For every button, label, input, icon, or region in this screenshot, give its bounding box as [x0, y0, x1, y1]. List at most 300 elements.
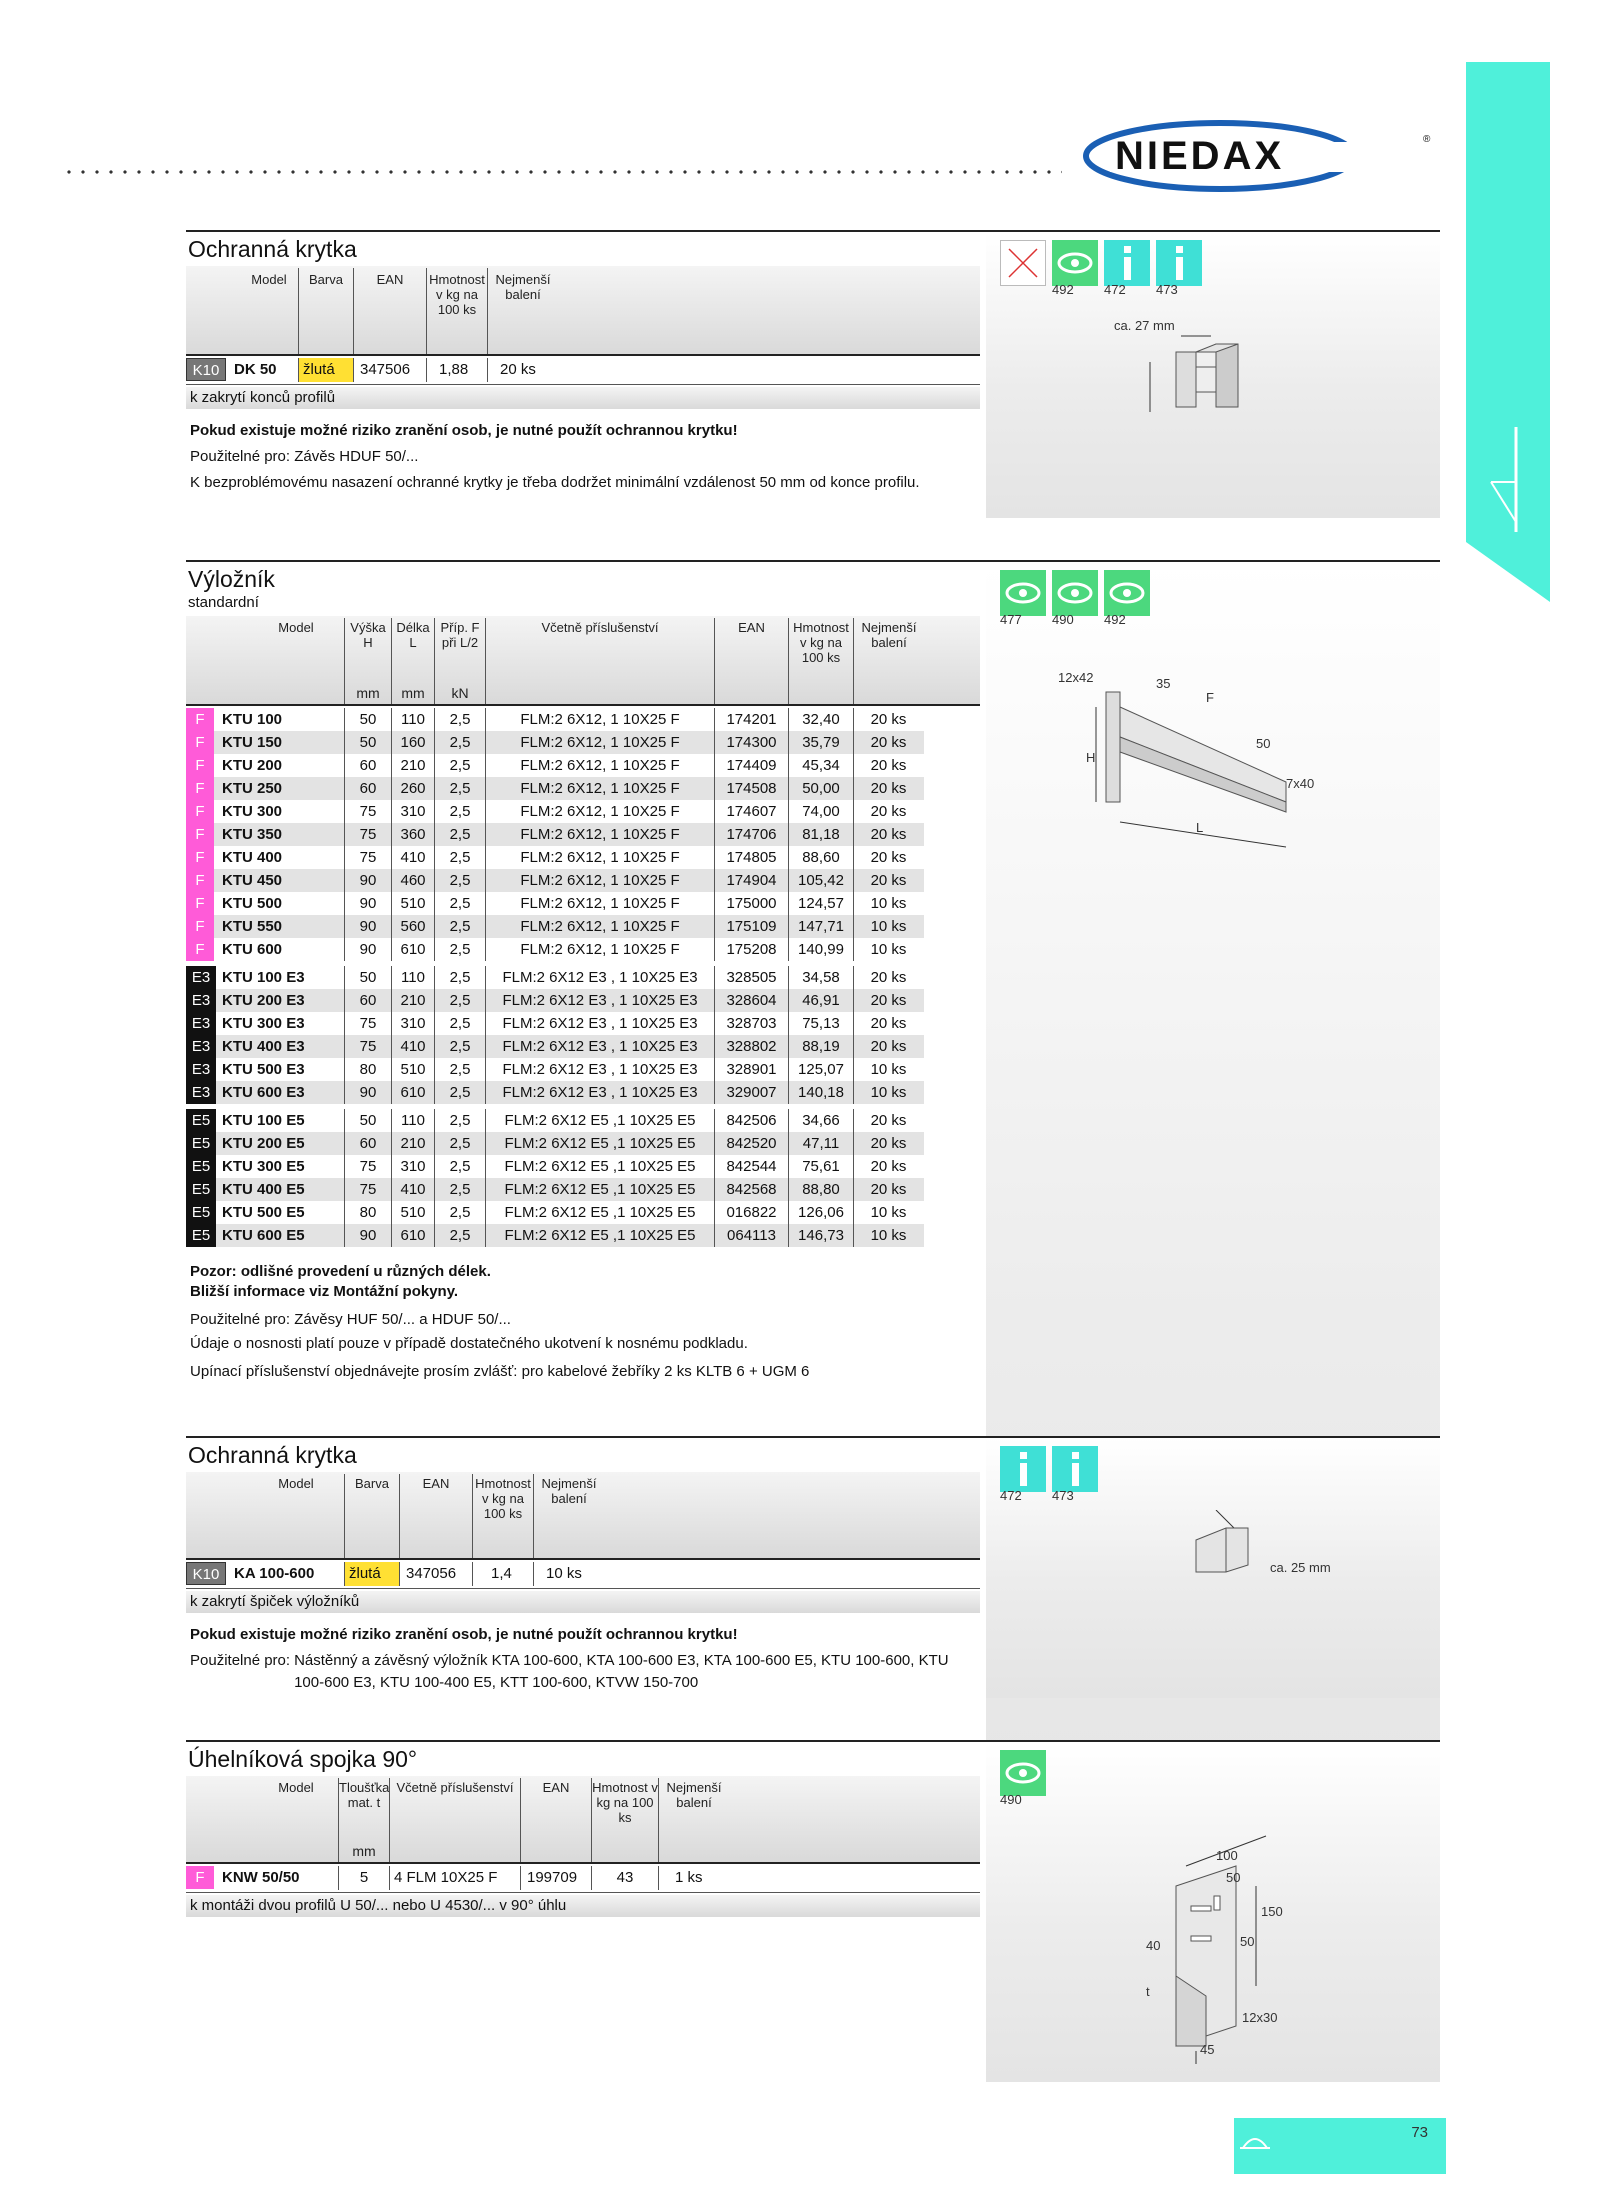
- ean-cell: 064113: [714, 1224, 788, 1247]
- eye-icon: [1000, 570, 1046, 616]
- bracket-thumbnail-icon: [1486, 422, 1526, 542]
- ean-cell: 328802: [714, 1035, 788, 1058]
- col-header: Hmotnost v kg na 100 ks: [592, 1780, 658, 1825]
- table-row: [186, 869, 924, 892]
- accessories-cell: FLM:2 6X12, 1 10X25 F: [485, 708, 714, 731]
- height-cell: 75: [344, 846, 391, 869]
- ean-cell: 174904: [714, 869, 788, 892]
- model-cell: KTU 100: [222, 711, 283, 728]
- col-header: Výška H: [350, 620, 386, 650]
- col-header: Hmotnost v kg na 100 ks: [429, 272, 485, 317]
- side-tab: [1466, 62, 1550, 602]
- col-header: Včetně příslušenství: [396, 1780, 514, 1795]
- tag-badge: F: [186, 938, 214, 961]
- model-cell: KTU 600 E3: [222, 1084, 305, 1101]
- tag-badge: E5: [186, 1109, 216, 1132]
- pack-cell: 20 ks: [853, 869, 923, 892]
- x-icon: [1000, 240, 1046, 286]
- pack-cell: 10 ks: [853, 1058, 923, 1081]
- length-cell: 310: [391, 1012, 434, 1035]
- length-cell: 510: [391, 892, 434, 915]
- length-cell: 210: [391, 989, 434, 1012]
- accessories-cell: FLM:2 6X12, 1 10X25 F: [485, 892, 714, 915]
- load-cell: 2,5: [434, 1109, 485, 1132]
- ean-cell: 175208: [714, 938, 788, 961]
- dimension-label: 50: [1240, 1934, 1255, 1949]
- height-cell: 60: [344, 989, 391, 1012]
- ean-cell: 328505: [714, 966, 788, 989]
- tag-badge: E3: [186, 1058, 216, 1081]
- weight-cell: 105,42: [788, 869, 853, 892]
- col-header: Model: [278, 620, 314, 635]
- ean-cell: 174508: [714, 777, 788, 800]
- weight-cell: 43: [591, 1866, 658, 1890]
- image-panel: [986, 562, 1440, 1942]
- weight-cell: 140,99: [788, 938, 853, 961]
- ean-cell: 842520: [714, 1132, 788, 1155]
- height-cell: 90: [344, 938, 391, 961]
- info-icon: [1052, 1446, 1098, 1492]
- pack-cell: 10 ks: [853, 938, 923, 961]
- weight-cell: 126,06: [788, 1201, 853, 1224]
- col-header: EAN: [738, 620, 765, 635]
- text-block: [190, 1624, 970, 1694]
- pack-cell: 20 ks: [853, 823, 923, 846]
- table-row: [186, 1201, 924, 1224]
- pack-cell: 10 ks: [853, 1081, 923, 1104]
- tag-badge: E3: [186, 1012, 216, 1035]
- tag-badge: E3: [186, 1081, 216, 1104]
- weight-cell: 81,18: [788, 823, 853, 846]
- height-cell: 80: [344, 1201, 391, 1224]
- col-header: Včetně příslušenství: [541, 620, 659, 635]
- subtitle: k zakrytí špiček výložníků: [186, 1591, 980, 1613]
- tag-badge: F: [186, 915, 214, 938]
- model-cell: KTU 250: [222, 780, 283, 797]
- ean-cell: 328703: [714, 1012, 788, 1035]
- pack-cell: 20 ks: [853, 708, 923, 731]
- weight-cell: 1,4: [472, 1562, 533, 1586]
- col-header: Model: [278, 1780, 314, 1795]
- tag-badge: E5: [186, 1155, 216, 1178]
- length-cell: 510: [391, 1201, 434, 1224]
- dimension-label: 150: [1261, 1904, 1283, 1919]
- icon-label: 490: [1052, 612, 1074, 627]
- ean-cell: 174409: [714, 754, 788, 777]
- accessories-cell: FLM:2 6X12 E5 ,1 10X25 E5: [485, 1132, 714, 1155]
- load-cell: 2,5: [434, 846, 485, 869]
- warning-text: Pokud existuje možné riziko zranění osob, je nutné použít ochrannou krytku!: [190, 1626, 738, 1643]
- dimension-label: L: [1196, 820, 1204, 835]
- thickness-cell: 5: [338, 1866, 389, 1890]
- pack-cell: 20 ks: [853, 1012, 923, 1035]
- dimension-label: 50: [1256, 736, 1271, 751]
- accessories-cell: FLM:2 6X12, 1 10X25 F: [485, 754, 714, 777]
- model-cell: KTU 500: [222, 895, 283, 912]
- load-cell: 2,5: [434, 1155, 485, 1178]
- length-cell: 610: [391, 1224, 434, 1247]
- tag-badge: F: [186, 1866, 214, 1889]
- tag-badge: F: [186, 892, 214, 915]
- tag-badge: F: [186, 823, 214, 846]
- load-cell: 2,5: [434, 1081, 485, 1104]
- accessories-cell: FLM:2 6X12 E3 , 1 10X25 E3: [485, 1035, 714, 1058]
- pack-cell: 20 ks: [853, 777, 923, 800]
- dimension-label: t: [1146, 1984, 1150, 1999]
- height-cell: 90: [344, 869, 391, 892]
- text-block: [190, 1262, 970, 1384]
- table-row: [186, 1562, 980, 1586]
- height-cell: 90: [344, 1224, 391, 1247]
- length-cell: 260: [391, 777, 434, 800]
- table-row: [186, 1224, 924, 1247]
- accessories-cell: FLM:2 6X12, 1 10X25 F: [485, 731, 714, 754]
- load-cell: 2,5: [434, 1178, 485, 1201]
- usable-text: Použitelné pro: Závěs HDUF 50/...: [190, 448, 419, 465]
- length-cell: 460: [391, 869, 434, 892]
- weight-cell: 75,13: [788, 1012, 853, 1035]
- section-subtitle: standardní: [188, 594, 259, 611]
- icon-label: 472: [1104, 282, 1126, 297]
- model-cell: KTU 100 E3: [222, 969, 305, 986]
- text-block: [190, 420, 970, 494]
- table-row: [186, 1155, 924, 1178]
- eye-icon: [1052, 240, 1098, 286]
- pack-cell: 20 ks: [853, 1109, 923, 1132]
- model-cell: KTU 200 E3: [222, 992, 305, 1009]
- table-row: [186, 966, 924, 989]
- svg-text:NIEDAX: NIEDAX: [1115, 134, 1285, 178]
- model-cell: KTU 400 E3: [222, 1038, 305, 1055]
- length-cell: 110: [391, 708, 434, 731]
- col-header: Hmotnost v kg na 100 ks: [793, 620, 849, 665]
- tag-badge: F: [186, 846, 214, 869]
- weight-cell: 75,61: [788, 1155, 853, 1178]
- eye-icon: [1052, 570, 1098, 616]
- load-cell: 2,5: [434, 800, 485, 823]
- tag-badge: F: [186, 754, 214, 777]
- end-cap-drawing: [1136, 332, 1266, 422]
- ean-cell: 842544: [714, 1155, 788, 1178]
- table-row: [186, 1866, 980, 1890]
- height-cell: 50: [344, 966, 391, 989]
- col-header: Nejmenší balení: [861, 620, 917, 650]
- model-cell: KTU 600 E5: [222, 1227, 305, 1244]
- image-panel: [986, 1438, 1440, 1698]
- weight-cell: 74,00: [788, 800, 853, 823]
- table-row: [186, 915, 924, 938]
- table-row: [186, 777, 924, 800]
- col-header: Barva: [309, 272, 343, 287]
- height-cell: 60: [344, 754, 391, 777]
- length-cell: 410: [391, 846, 434, 869]
- model-cell: KTU 150: [222, 734, 283, 751]
- subtitle: k zakrytí konců profilů: [186, 387, 980, 409]
- ean-cell: 199709: [520, 1866, 591, 1890]
- height-cell: 60: [344, 1132, 391, 1155]
- column-headers: [186, 1778, 980, 1862]
- table-row: [186, 708, 924, 731]
- load-cell: 2,5: [434, 823, 485, 846]
- unit-label: mm: [401, 685, 425, 701]
- tag-badge: F: [186, 800, 214, 823]
- subtitle: k montáži dvou profilů U 50/... nebo U 4530/... v 90° úhlu: [186, 1895, 980, 1917]
- load-cell: 2,5: [434, 1012, 485, 1035]
- pack-cell: 20 ks: [853, 1132, 923, 1155]
- tag-badge: E3: [186, 966, 216, 989]
- niedax-logo: [1080, 118, 1440, 194]
- length-cell: 110: [391, 966, 434, 989]
- model-cell: KTU 300 E3: [222, 1015, 305, 1032]
- cantilever-arm-drawing: [1056, 662, 1346, 862]
- model-cell: KTU 450: [222, 872, 283, 889]
- length-cell: 410: [391, 1178, 434, 1201]
- load-cell: 2,5: [434, 1132, 485, 1155]
- svg-text:®: ®: [1423, 134, 1431, 145]
- dimension-label: 50: [1226, 1870, 1241, 1885]
- tag-badge: F: [186, 777, 214, 800]
- model-cell: KTU 500 E3: [222, 1061, 305, 1078]
- dimension-label: ca. 27 mm: [1114, 318, 1175, 333]
- height-cell: 75: [344, 1178, 391, 1201]
- load-cell: 2,5: [434, 1035, 485, 1058]
- info-icon: [1104, 240, 1150, 286]
- length-cell: 510: [391, 1058, 434, 1081]
- ean-cell: 842506: [714, 1109, 788, 1132]
- load-cell: 2,5: [434, 915, 485, 938]
- tag-badge: E5: [186, 1201, 216, 1224]
- color-cell: žlutá: [344, 1562, 399, 1586]
- weight-cell: 35,79: [788, 731, 853, 754]
- accessories-cell: FLM:2 6X12, 1 10X25 F: [485, 869, 714, 892]
- length-cell: 160: [391, 731, 434, 754]
- col-header: Délka L: [396, 620, 430, 650]
- col-header: Model: [278, 1476, 314, 1491]
- col-header: Nejmenší balení: [495, 272, 551, 302]
- length-cell: 610: [391, 1081, 434, 1104]
- table-row: [186, 1012, 924, 1035]
- table-row: [186, 1178, 924, 1201]
- table-row: [186, 989, 924, 1012]
- table-row: [186, 1132, 924, 1155]
- col-header: Příp. F při L/2: [440, 620, 480, 650]
- table-row: [186, 731, 924, 754]
- icon-label: 477: [1000, 612, 1022, 627]
- tag-badge: E5: [186, 1132, 216, 1155]
- ean-cell: 347506: [353, 358, 426, 382]
- eye-icon: [1000, 1750, 1046, 1796]
- tag-badge: E5: [186, 1178, 216, 1201]
- height-cell: 50: [344, 708, 391, 731]
- tag-badge: E3: [186, 1035, 216, 1058]
- model-cell: KTU 100 E5: [222, 1112, 305, 1129]
- height-cell: 75: [344, 1035, 391, 1058]
- ean-cell: 174201: [714, 708, 788, 731]
- pack-cell: 20 ks: [853, 846, 923, 869]
- eye-icon: [1104, 570, 1150, 616]
- warning-text: Pokud existuje možné riziko zranění osob, je nutné použít ochrannou krytku!: [190, 422, 738, 439]
- weight-cell: 1,88: [426, 358, 487, 382]
- col-header: EAN: [376, 272, 404, 287]
- weight-cell: 47,11: [788, 1132, 853, 1155]
- height-cell: 75: [344, 1155, 391, 1178]
- pack-cell: 20 ks: [853, 966, 923, 989]
- ean-cell: 328901: [714, 1058, 788, 1081]
- unit-label: mm: [352, 1843, 376, 1859]
- table-row: [186, 823, 924, 846]
- col-header: Nejmenší balení: [541, 1476, 597, 1506]
- accessories-cell: FLM:2 6X12 E5 ,1 10X25 E5: [485, 1224, 714, 1247]
- pack-cell: 10 ks: [853, 892, 923, 915]
- tag-badge: E3: [186, 989, 216, 1012]
- pack-cell: 20 ks: [853, 800, 923, 823]
- warning-text: Bližší informace viz Montážní pokyny.: [190, 1283, 459, 1300]
- accessories-cell: FLM:2 6X12 E3 , 1 10X25 E3: [485, 1012, 714, 1035]
- ean-cell: 174706: [714, 823, 788, 846]
- load-cell: 2,5: [434, 777, 485, 800]
- accessories-cell: FLM:2 6X12 E5 ,1 10X25 E5: [485, 1109, 714, 1132]
- table-row: [186, 938, 924, 961]
- load-cell: 2,5: [434, 1201, 485, 1224]
- pack-cell: 10 ks: [853, 915, 923, 938]
- ean-cell: 174805: [714, 846, 788, 869]
- height-cell: 50: [344, 731, 391, 754]
- dimension-label: 100: [1216, 1848, 1238, 1863]
- load-cell: 2,5: [434, 989, 485, 1012]
- dimension-label: 12x30: [1242, 2010, 1278, 2025]
- height-cell: 90: [344, 892, 391, 915]
- unit-label: mm: [356, 685, 380, 701]
- length-cell: 410: [391, 1035, 434, 1058]
- accessories-cell: FLM:2 6X12, 1 10X25 F: [485, 915, 714, 938]
- accessories-cell: FLM:2 6X12 E3 , 1 10X25 E3: [485, 966, 714, 989]
- model-cell: KTU 600: [222, 941, 283, 958]
- table-row: [186, 1081, 924, 1104]
- accessories-cell: FLM:2 6X12 E5 ,1 10X25 E5: [485, 1178, 714, 1201]
- accessories-cell: FLM:2 6X12 E3 , 1 10X25 E3: [485, 1058, 714, 1081]
- ean-cell: 347056: [399, 1562, 472, 1586]
- ean-cell: 175000: [714, 892, 788, 915]
- length-cell: 360: [391, 823, 434, 846]
- icon-label: 472: [1000, 1488, 1022, 1503]
- pack-cell: 20 ks: [853, 1178, 923, 1201]
- usable-label: Použitelné pro:: [190, 1652, 291, 1669]
- col-header: EAN: [422, 1476, 450, 1491]
- height-cell: 75: [344, 823, 391, 846]
- accessories-cell: 4 FLM 10X25 F: [389, 1866, 520, 1890]
- height-cell: 75: [344, 800, 391, 823]
- length-cell: 110: [391, 1109, 434, 1132]
- accessories-cell: FLM:2 6X12, 1 10X25 F: [485, 800, 714, 823]
- model-cell: KA 100-600: [234, 1565, 315, 1582]
- accessories-cell: FLM:2 6X12, 1 10X25 F: [485, 777, 714, 800]
- pack-cell: 20 ks: [487, 358, 567, 382]
- accessories-cell: FLM:2 6X12, 1 10X25 F: [485, 938, 714, 961]
- model-cell: KTU 200: [222, 757, 283, 774]
- ean-cell: 175109: [714, 915, 788, 938]
- weight-cell: 88,60: [788, 846, 853, 869]
- pack-cell: 20 ks: [853, 754, 923, 777]
- load-cell: 2,5: [434, 1224, 485, 1247]
- info-icon: [1000, 1446, 1046, 1492]
- length-cell: 610: [391, 938, 434, 961]
- weight-cell: 125,07: [788, 1058, 853, 1081]
- weight-cell: 34,66: [788, 1109, 853, 1132]
- tag-badge: F: [186, 708, 214, 731]
- end-cap-drawing: [1186, 1510, 1306, 1590]
- icon-label: 473: [1156, 282, 1178, 297]
- length-cell: 310: [391, 1155, 434, 1178]
- info-text: Upínací příslušenství objednávejte prosím zvlášť: pro kabelové žebříky 2 ks KLTB 6 + UGM 6: [190, 1363, 810, 1380]
- dimension-label: 7x40: [1286, 776, 1315, 791]
- model-cell: KTU 300: [222, 803, 283, 820]
- table-row: [186, 846, 924, 869]
- model-cell: KTU 500 E5: [222, 1204, 305, 1221]
- model-cell: KTU 400 E5: [222, 1181, 305, 1198]
- dimension-label: 35: [1156, 676, 1171, 691]
- height-cell: 90: [344, 915, 391, 938]
- image-panel: [986, 232, 1440, 518]
- weight-cell: 147,71: [788, 915, 853, 938]
- pack-cell: 1 ks: [658, 1866, 738, 1890]
- info-text: K bezproblémovému nasazení ochranné krytky je třeba dodržet minimální vzdálenost 50 mm od konce profilu.: [190, 474, 920, 491]
- section-title: Ochranná krytka: [188, 236, 357, 262]
- pack-cell: 10 ks: [853, 1201, 923, 1224]
- weight-cell: 32,40: [788, 708, 853, 731]
- model-cell: KTU 350: [222, 826, 283, 843]
- load-cell: 2,5: [434, 754, 485, 777]
- accessories-cell: FLM:2 6X12 E3 , 1 10X25 E3: [485, 1081, 714, 1104]
- dimension-label: 12x42: [1058, 670, 1094, 685]
- accessories-cell: FLM:2 6X12 E5 ,1 10X25 E5: [485, 1201, 714, 1224]
- table-row: [186, 358, 980, 382]
- weight-cell: 88,19: [788, 1035, 853, 1058]
- weight-cell: 88,80: [788, 1178, 853, 1201]
- page-number-tab: [1234, 2118, 1446, 2174]
- tag-badge: E5: [186, 1224, 216, 1247]
- angle-connector-drawing: [1136, 1826, 1316, 2066]
- ean-cell: 174300: [714, 731, 788, 754]
- col-header: Hmotnost v kg na 100 ks: [475, 1476, 531, 1521]
- height-cell: 75: [344, 1012, 391, 1035]
- model-cell: DK 50: [234, 361, 277, 378]
- usable-text: Nástěnný a závěsný výložník KTA 100-600, KTA 100-600 E3, KTA 100-600 E5, KTU 100-600, KTU 100-600 E3, KTU 100-400 E5, KTT 100-600, KTVW 150-700: [294, 1652, 949, 1691]
- section-title: Úhelníková spojka 90°: [188, 1746, 418, 1772]
- length-cell: 210: [391, 754, 434, 777]
- icon-label: 473: [1052, 1488, 1074, 1503]
- page-number: 73: [1411, 2124, 1428, 2141]
- icon-label: 492: [1052, 282, 1074, 297]
- info-icon: [1156, 240, 1202, 286]
- dimension-label: ca. 25 mm: [1270, 1560, 1331, 1575]
- table-row: [186, 754, 924, 777]
- color-cell: žlutá: [298, 358, 353, 382]
- tag-badge: F: [186, 731, 214, 754]
- section-title: Výložník: [188, 566, 275, 592]
- model-cell: KNW 50/50: [222, 1869, 300, 1886]
- load-cell: 2,5: [434, 1058, 485, 1081]
- pack-cell: 20 ks: [853, 1155, 923, 1178]
- info-text: Údaje o nosnosti platí pouze v případě dostatečného ukotvení k nosnému podkladu.: [190, 1335, 748, 1352]
- pack-cell: 10 ks: [853, 1224, 923, 1247]
- icon-label: 490: [1000, 1792, 1022, 1807]
- section-title: Ochranná krytka: [188, 1442, 357, 1468]
- length-cell: 310: [391, 800, 434, 823]
- weight-cell: 50,00: [788, 777, 853, 800]
- weight-cell: 140,18: [788, 1081, 853, 1104]
- dimension-label: F: [1206, 690, 1214, 705]
- accessories-cell: FLM:2 6X12 E5 ,1 10X25 E5: [485, 1155, 714, 1178]
